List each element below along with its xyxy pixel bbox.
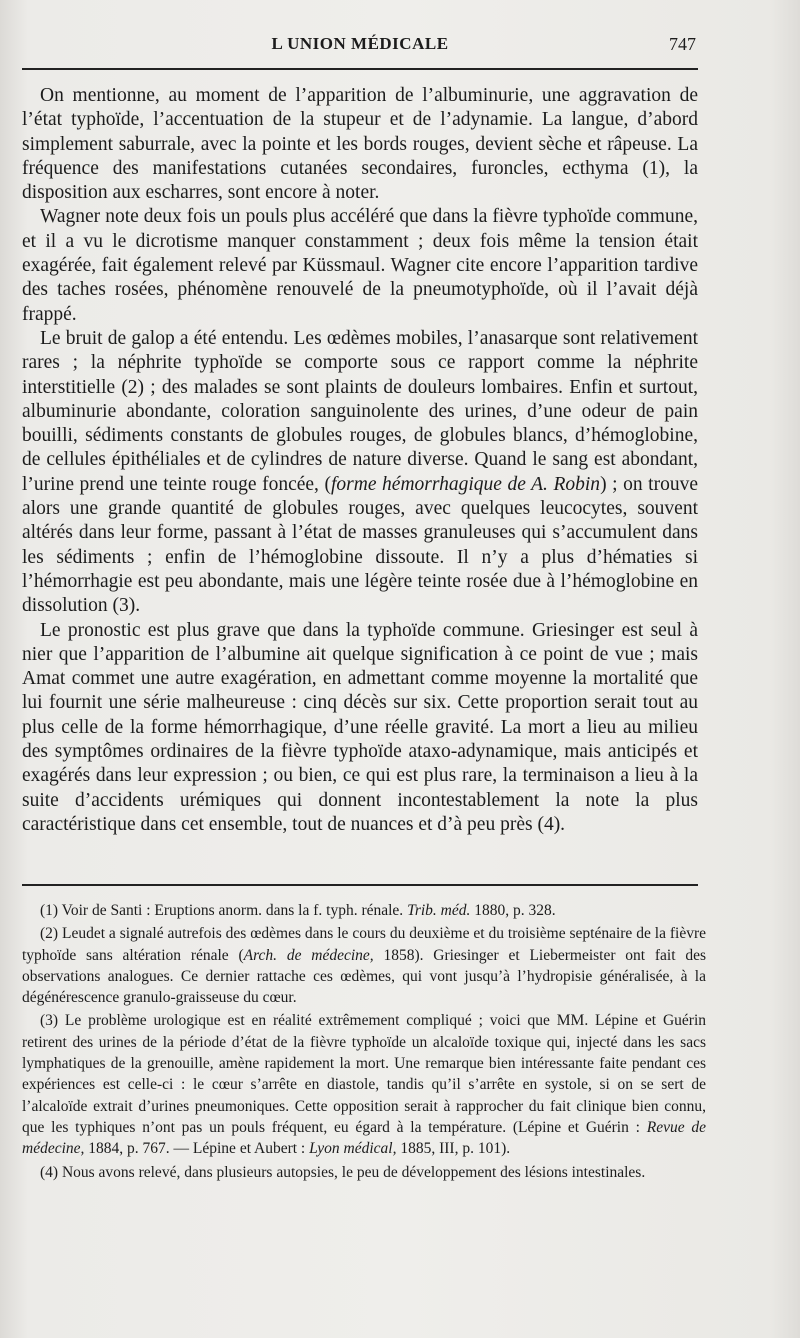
running-title: L UNION MÉDICALE: [271, 34, 449, 53]
paragraph-3-part-b: ) ; on trouve alors une grande quantité de globules rouges, avec quelques leucocytes, souvent altérés dans leur forme, passant à l’état de masses granuleuses qui s’accumulent dans les sédiments ; enfin de l’hémoglobine dissoute. Il n’y a plus d’hématies si l’hémorrhagie est peu abondante, mais une légère teinte rosée due à l’hémoglobine en dissolution (3).: [22, 473, 698, 617]
footnotes-rule: [22, 884, 698, 886]
footnote-3-part-b: 1884, p. 767. — Lépine et Aubert :: [84, 1140, 310, 1158]
footnote-1-part-b: 1880, p. 328.: [470, 902, 556, 919]
footnote-3-italic-2: Lyon médical,: [309, 1140, 397, 1158]
footnote-4: (4) Nous avons relevé, dans plusieurs autopsies, le peu de développement des lésions intestinales.: [40, 1163, 646, 1181]
footnote-3-part-c: 1885, III, p. 101).: [396, 1140, 511, 1158]
footnote-2-italic: Arch. de médecine,: [243, 946, 374, 964]
footnote-2-part-b: 1858). Griesinger et Liebermeister ont fait des observations analogues. Ce dernier rattache ces œdèmes, qui vont jusqu’à l’hydropisie généralisée, à la dégénérescence granulo-graisseuse du cœur.: [22, 946, 706, 1007]
header-rule: [22, 68, 698, 70]
footnote-1-part-a: (1) Voir de Santi : Eruptions anorm. dans la f. typh. rénale.: [40, 902, 408, 919]
main-text: [22, 84, 698, 837]
footnote-3-part-a: (3) Le problème urologique est en réalité extrêmement compliqué ; voici que MM. Lépine et Guérin retirent des urines de la période d’état de la fièvre typhoïde un alcaloïde toxique qui, injecté dans les sacs lymphatiques de la grenouille, amène rapidement la mort. Une remarque bien intéressante faite pendant ces expériences est celle-ci : le cœur s’arrête en diastole, tandis qu’il s’arrête en systole, si on se sert de l’alcaloïde extrait d’urines pneumoniques. Cette opposition serait à rapprocher du fait clinique bien connu, que les typhiques n’ont pas un pouls fréquent, eu égard à la température. (Lépine et Guérin :: [22, 1012, 706, 1136]
footnote-2-part-a: (2) Leudet a signalé autrefois des œdèmes dans le cours du deuxième et du troisième septénaire de la fièvre typhoïde sans altération rénale (: [22, 925, 706, 964]
footnote-1: [22, 900, 706, 921]
footnote-2: [22, 923, 706, 1008]
page-header: [22, 34, 698, 60]
paragraph-3-italic: forme hémorrhagique de A. Robin: [330, 473, 601, 495]
paragraph-3: [22, 327, 698, 619]
paragraph-2: Wagner note deux fois un pouls plus accéléré que dans la fièvre typhoïde commune, et il a vu le dicrotisme manquer constamment ; deux fois même la tension était exagérée, fait également relevé par Küssmaul. Wagner cite encore l’apparition tardive des taches rosées, phénomène renouvelé de la pneumotyphoïde, où il l’avait déjà frappé.: [22, 206, 698, 325]
paragraph-4: Le pronostic est plus grave que dans la typhoïde commune. Griesinger est seul à nier que l’apparition de l’albumine ait quelque signification à ce point de vue ; mais Amat commet une autre exagération, en admettant comme moyenne la mortalité que lui fournit une série malheureuse : cinq décès sur six. Cette proportion serait tout au plus celle de la forme hémorrhagique, d’une réelle gravité. La mort a lieu au milieu des symptômes ordinaires de la fièvre typhoïde ataxo-adynamique, mais anticipés et exagérés dans leur expression ; ou bien, ce qui est plus rare, la terminaison a lieu à la suite d’accidents urémiques qui donnent incontestablement la note la plus caractéristique dans cet ensemble, tout de nuances et d’à peu près (4).: [22, 619, 698, 835]
paragraph-1: On mentionne, au moment de l’apparition de l’albuminurie, une aggravation de l’état typhoïde, l’accentuation de la stupeur et de l’adynamie. La langue, d’abord simplement saburrale, avec la pointe et les bords rouges, devient sèche et râpeuse. La fréquence des manifestations cutanées secondaires, furoncles, ecthyma (1), la disposition aux escharres, sont encore à noter.: [22, 85, 698, 204]
footnote-1-italic: Trib. méd.: [407, 902, 471, 919]
footnote-3-italic-1: Revue de médecine,: [22, 1118, 706, 1158]
footnotes: [22, 900, 706, 1185]
paragraph-3-part-a: Le bruit de galop a été entendu. Les œdèmes mobiles, l’anasarque sont relativement rares ; la néphrite typhoïde se comporte sous ce rapport comme la néphrite interstitielle (2) ; des malades se sont plaints de douleurs lombaires. Enfin et surtout, albuminurie abondante, coloration sanguinolente des urines, d’une odeur de pain bouilli, sédiments constants de globules rouges, de globules blancs, d’hémoglobine, de cellules épithéliales et de cylindres de nature diverse. Quand le sang est abondant, l’urine prend une teinte rouge foncée, (: [22, 327, 698, 495]
footnote-3: [22, 1010, 706, 1159]
page-number: 747: [669, 34, 696, 54]
